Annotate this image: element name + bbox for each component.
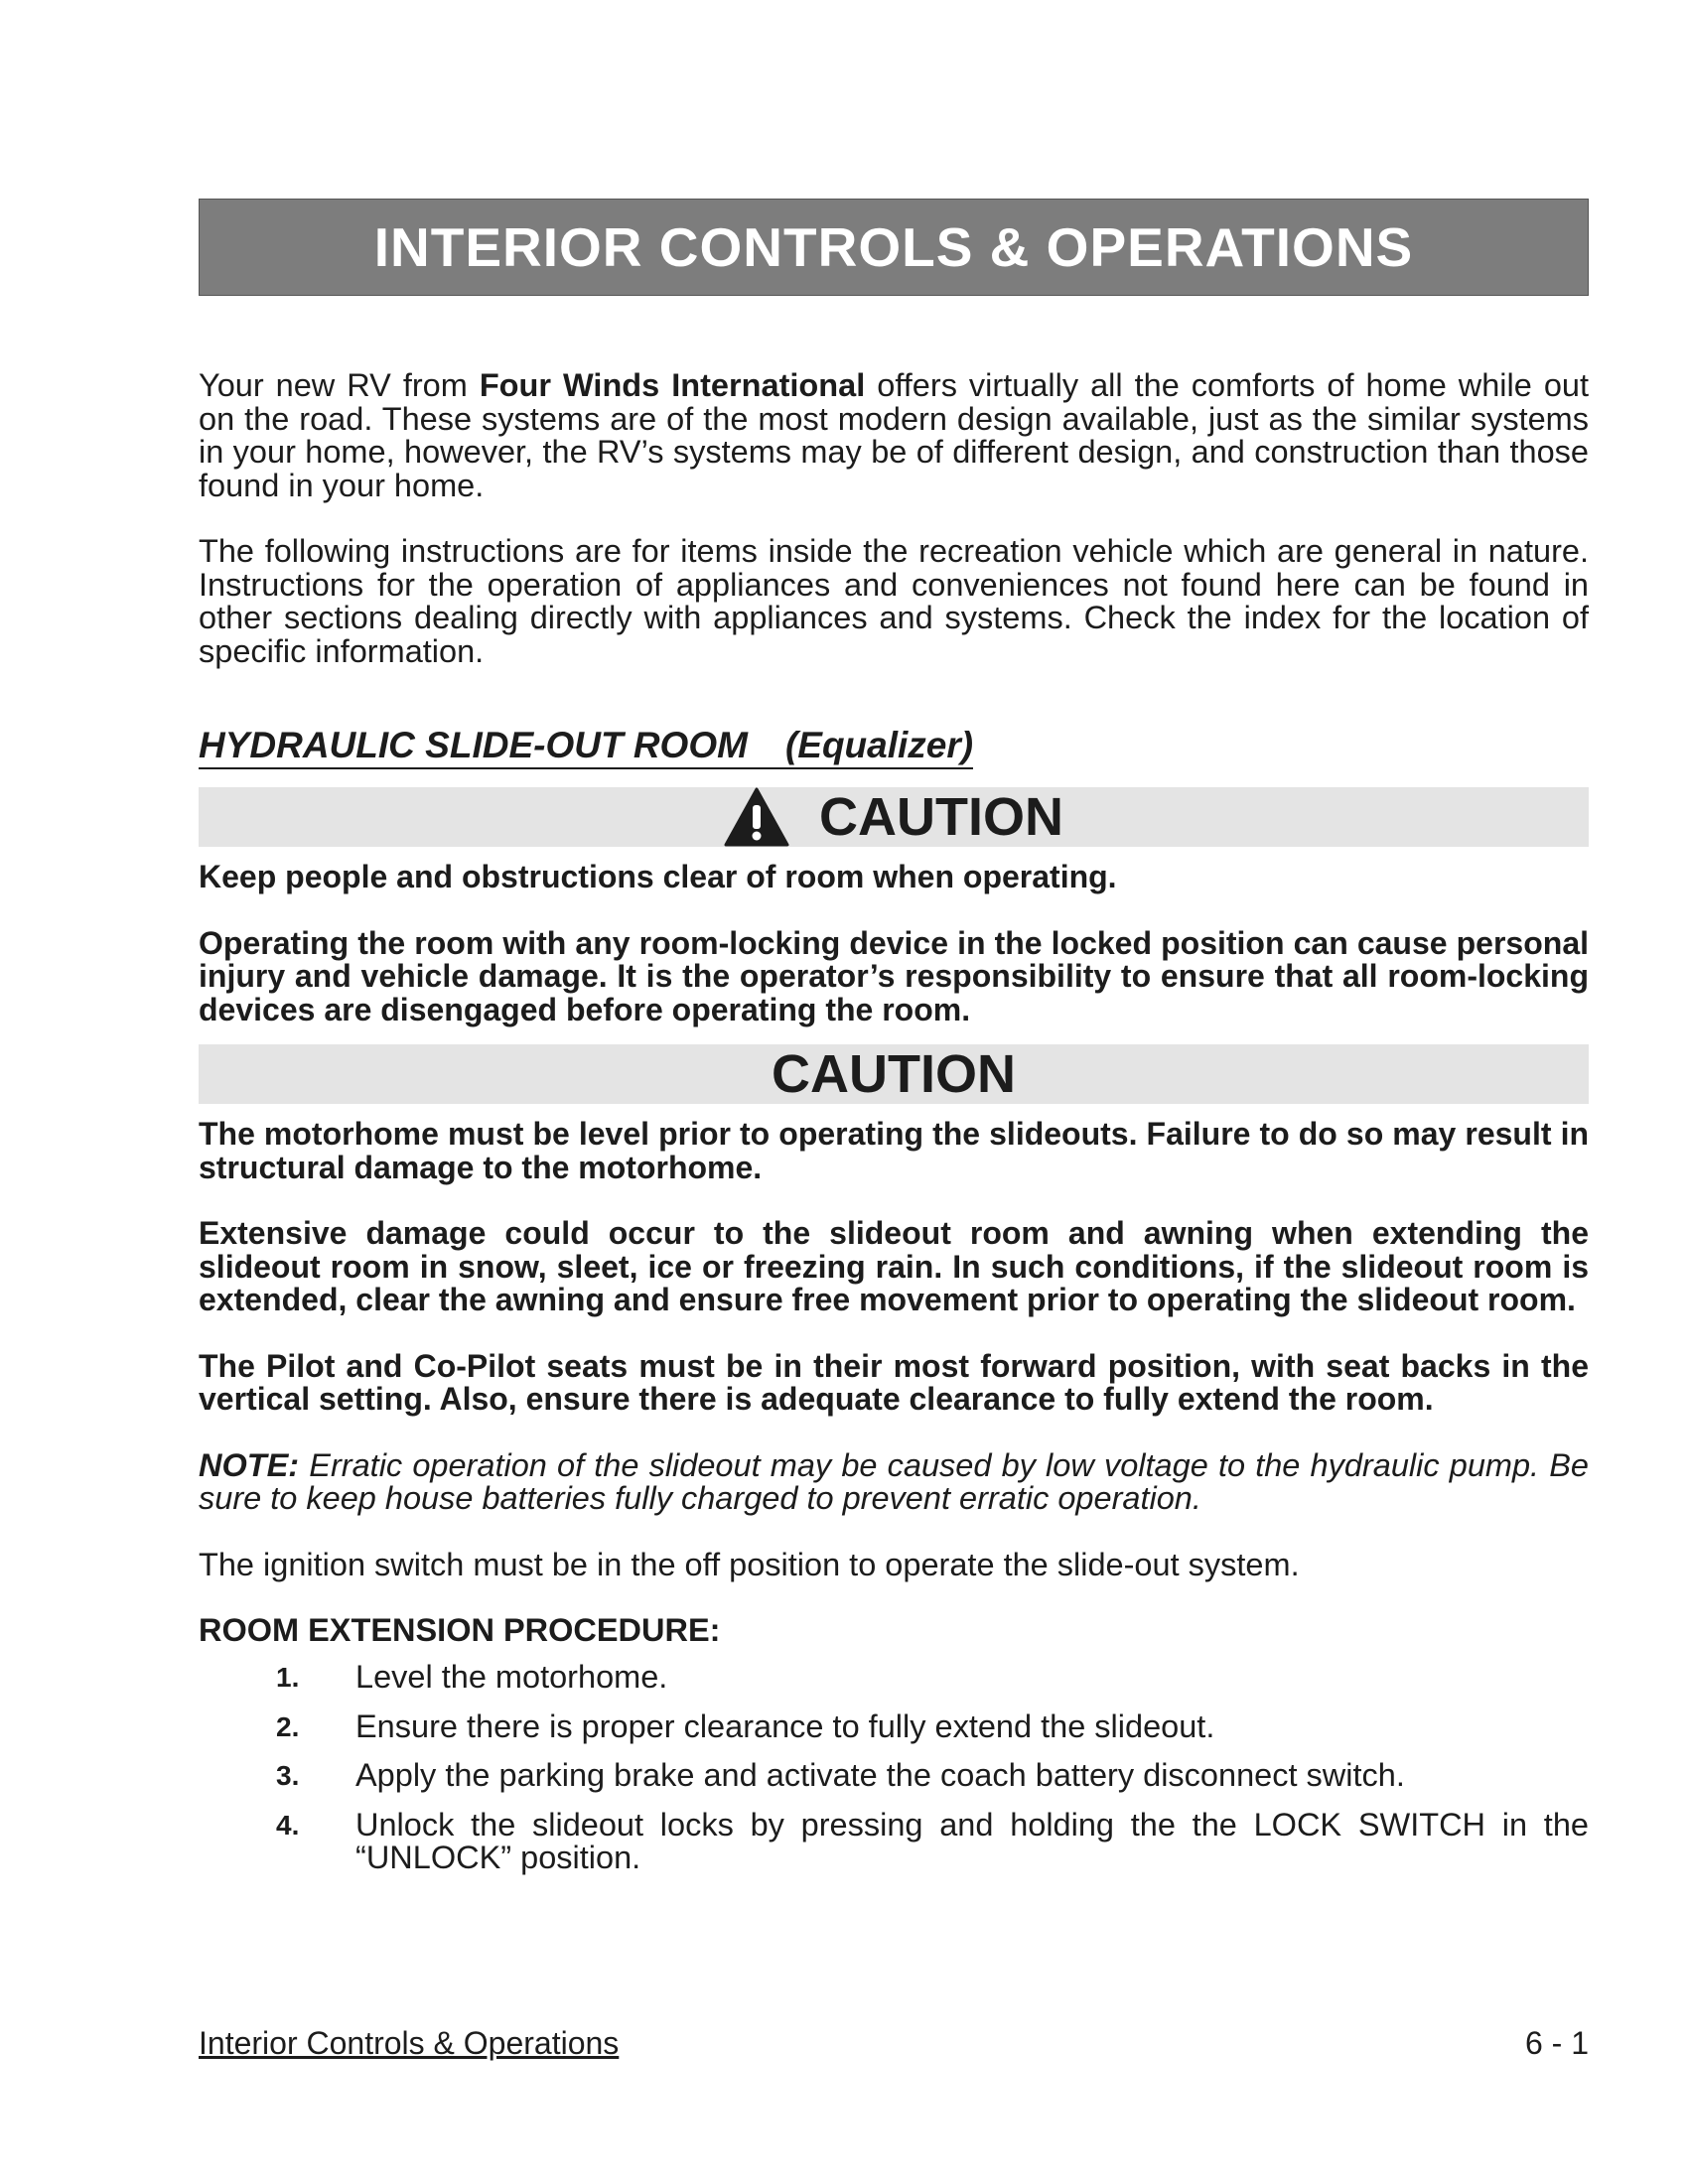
caution-1-text-2: Operating the room with any room-locking device in the locked position can cause personal injury and vehicle damage. It is the operator’s responsibility to ensure that all room-locking devices are disengaged before operating the room. [199, 924, 1589, 1027]
list-item [199, 1759, 1589, 1793]
caution-label-2: CAUTION [772, 1044, 1016, 1104]
list-item [199, 1707, 1589, 1744]
brand-name: Four Winds International [479, 367, 866, 403]
procedure-heading: ROOM EXTENSION PROCEDURE: [199, 1612, 721, 1648]
note-text: Erratic operation of the slideout may be caused by low voltage to the hydraulic pump. Be sure to keep house batteries fully charged to prevent erratic operation. [199, 1446, 1589, 1516]
list-item [199, 1661, 1589, 1695]
procedure-steps [199, 1661, 1589, 1875]
ignition-paragraph: The ignition switch must be in the off position to operate the slide-out system. [199, 1546, 1300, 1582]
note-label: NOTE: [199, 1446, 300, 1483]
section-heading-title: HYDRAULIC SLIDE-OUT ROOM [199, 725, 748, 765]
caution-banner-2 [199, 1044, 1589, 1104]
step-number: 4. [276, 1809, 300, 1841]
title-banner [199, 199, 1589, 296]
step-text: Unlock the slideout locks by pressing and holding the the LOCK SWITCH in the “UNLOCK” position. [355, 1806, 1589, 1875]
intro-text-start: Your new RV from [199, 367, 480, 403]
document-page [199, 199, 1589, 1891]
caution-1-text-1: Keep people and obstructions clear of room when operating. [199, 859, 1117, 894]
intro-paragraph-2: The following instructions are for items inside the recreation vehicle which are general in nature. Instructions for the operation of appliances and conveniences not found here can be found in other sections dealing directly with appliances and systems. Check the index for the location of specific information. [199, 533, 1589, 669]
page-title: INTERIOR CONTROLS & OPERATIONS [373, 216, 1414, 278]
step-number: 1. [276, 1662, 300, 1693]
note-paragraph [199, 1446, 1589, 1516]
footer-section-label: Interior Controls & Operations [199, 2025, 620, 2061]
caution-label-1: CAUTION [819, 787, 1063, 847]
page-footer [199, 2025, 1589, 2062]
caution-2-text-3: The Pilot and Co-Pilot seats must be in their most forward position, with seat backs in the vertical setting. Also, ensure there is adequate clearance to fully extend the room. [199, 1347, 1589, 1417]
list-item [199, 1806, 1589, 1875]
page-number: 6 - 1 [1524, 2025, 1589, 2061]
step-text: Apply the parking brake and activate the coach battery disconnect switch. [355, 1757, 1405, 1793]
section-heading-subtitle: (Equalizer) [784, 725, 974, 765]
section-heading [199, 726, 973, 769]
caution-banner-1 [199, 787, 1589, 847]
warning-icon [724, 787, 789, 847]
intro-text-end: offers virtually all the comforts of home while out on the road. These systems are of the most modern design available, just as the similar systems in your home, however, the RV’s systems may be of different design, and construction than those found in your home. [199, 367, 1589, 503]
step-number: 3. [276, 1760, 300, 1791]
step-number: 2. [276, 1710, 300, 1742]
step-text: Ensure there is proper clearance to fully extend the slideout. [355, 1707, 1215, 1744]
intro-paragraph-1 [199, 369, 1589, 502]
caution-2-text-1: The motorhome must be level prior to operating the slideouts. Failure to do so may result in structural damage to the motorhome. [199, 1116, 1589, 1185]
step-text: Level the motorhome. [355, 1659, 668, 1695]
caution-2-text-2: Extensive damage could occur to the slideout room and awning when extending the slideout room in snow, sleet, ice or freezing rain. In such conditions, if the slideout room is extended, clear the awning and ensure free movement prior to operating the slideout room. [199, 1215, 1589, 1317]
